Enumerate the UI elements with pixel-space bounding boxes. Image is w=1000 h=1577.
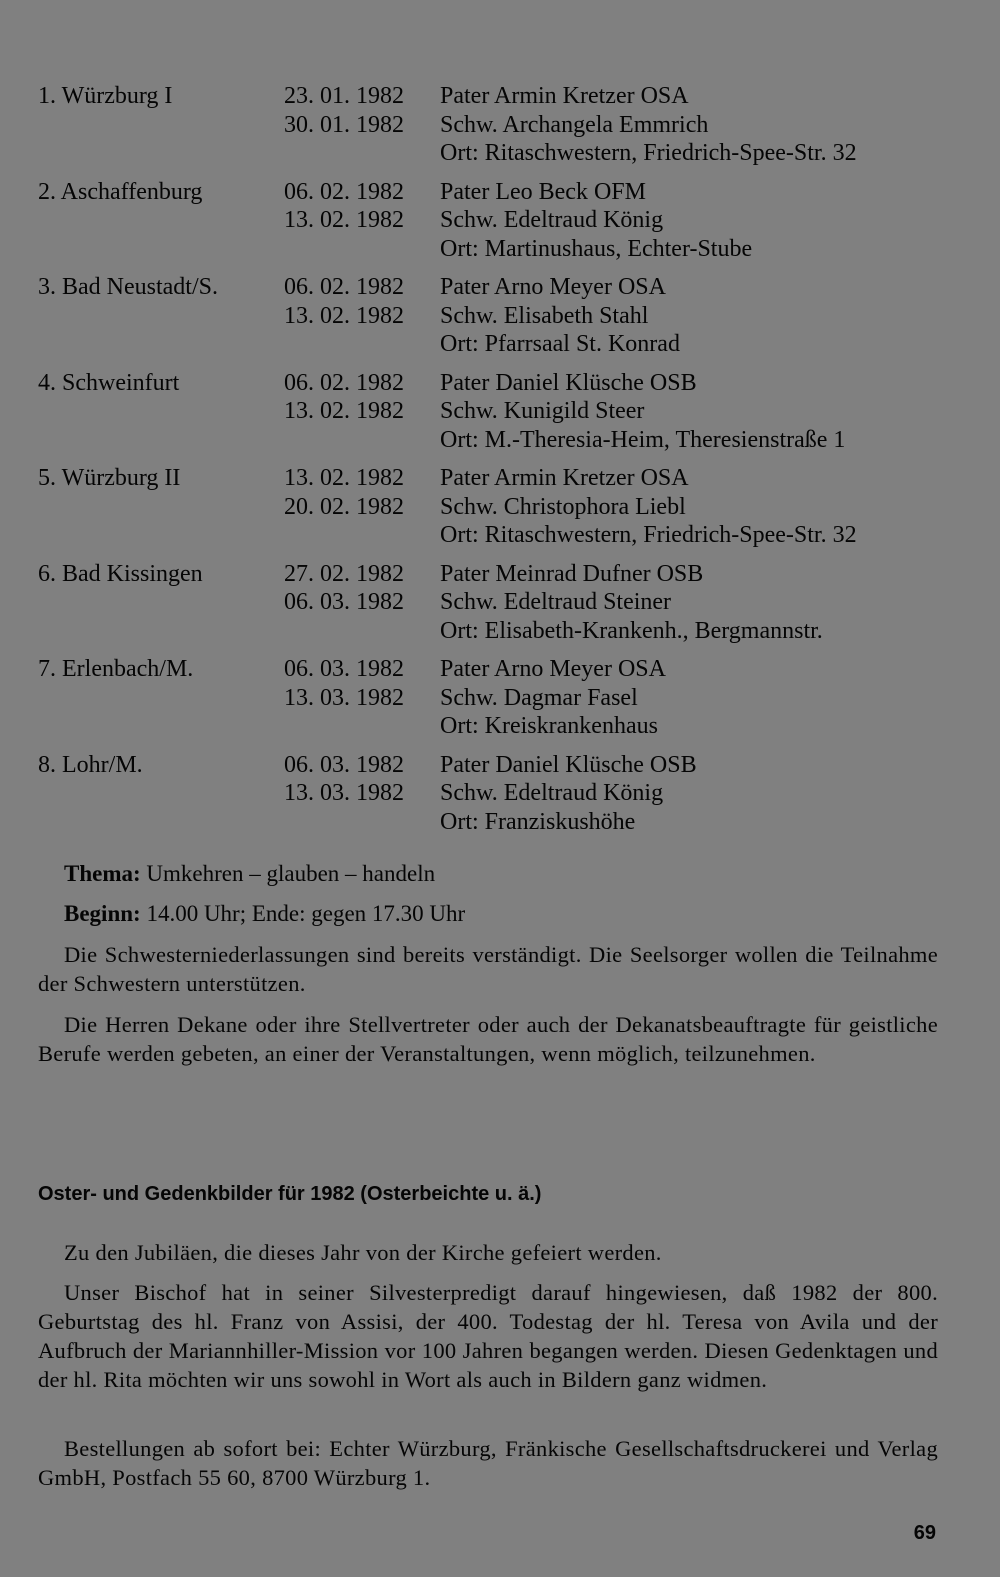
section-heading: Oster- und Gedenkbilder für 1982 (Osterbeichte u. ä.) [38,1183,542,1205]
entry-place [38,302,284,331]
schedule-line [38,111,958,140]
entry-info: Schw. Dagmar Fasel [440,684,638,711]
schedule-line [38,588,958,617]
entry-info: Pater Daniel Klüsche OSB [440,751,697,778]
entry-place [38,684,284,713]
schedule-line [38,655,958,684]
entry-place: 6. Bad Kissingen [38,560,203,587]
schedule-line [38,493,958,522]
entry-date [284,235,440,264]
entry-info: Schw. Edeltraud König [440,780,664,806]
entry-place: 5. Würzburg II [38,465,181,491]
entry-place [38,397,284,426]
entry-info: Pater Armin Kretzer OSA [440,465,689,491]
schedule-line [38,751,958,780]
time-label: Beginn: [64,901,141,926]
entry-info: Schw. Elisabeth Stahl [440,302,649,329]
entry-date: 30. 01. 1982 [284,111,404,138]
schedule-entry [38,369,958,455]
paragraph-bishop: Unser Bischof hat in seiner Silvesterpredigt darauf hingewiesen, daß 1982 der 800. Geburtstag des hl. Franz von Assisi, der 400. Todestag der hl. Teresa von Avila und der Aufbruch der Mariannhiller-Mission vor 100 Jahren begangen werden. Diesen Gedenktagen und der hl. Rita möchten wir uns sowohl in Wort als auch in Bildern ganz widmen. [38,1280,938,1392]
entry-info: Ort: Pfarrsaal St. Konrad [440,331,680,357]
entry-info: Pater Arno Meyer OSA [440,274,666,300]
entry-place: 3. Bad Neustadt/S. [38,274,218,300]
entry-place: 4. Schweinfurt [38,369,180,396]
entry-date: 23. 01. 1982 [284,83,404,109]
schedule-entry [38,655,958,741]
entry-date [284,617,440,646]
entry-place [38,617,284,646]
entry-place [38,808,284,837]
paragraph-jubilees: Zu den Jubiläen, die dieses Jahr von der Kirche gefeiert werden. [64,1240,662,1265]
entry-place [38,139,284,168]
page-number: 69 [913,1522,936,1544]
entry-date: 13. 03. 1982 [284,684,404,711]
entry-place [38,521,284,550]
entry-place [38,235,284,264]
entry-info: Pater Meinrad Dufner OSB [440,560,704,587]
schedule-line [38,330,958,359]
entry-info: Ort: Ritaschwestern, Friedrich-Spee-Str. 32 [440,140,857,166]
theme-label: Thema: [64,861,141,886]
schedule-line [38,521,958,550]
entry-date [284,426,440,455]
schedule-line [38,139,958,168]
schedule-entry [38,464,958,550]
schedule-entry [38,273,958,359]
entry-date: 13. 03. 1982 [284,780,404,806]
schedule-line [38,82,958,111]
schedule-line [38,779,958,808]
entry-date: 06. 02. 1982 [284,178,404,205]
entry-place [38,426,284,455]
schedule-line [38,808,958,837]
schedule-entry [38,178,958,264]
entry-date: 13. 02. 1982 [284,207,404,233]
schedule-entry [38,751,958,837]
entry-info: Ort: Franziskushöhe [440,808,636,835]
time-value: 14.00 Uhr; Ende: gegen 17.30 Uhr [146,901,466,926]
entry-date [284,139,440,168]
entry-info: Schw. Edeltraud Steiner [440,589,672,615]
entry-info: Pater Arno Meyer OSA [440,656,666,682]
schedule-line [38,369,958,398]
entry-info: Schw. Edeltraud König [440,207,664,233]
entry-date: 06. 03. 1982 [284,589,404,615]
entry-date: 06. 02. 1982 [284,369,404,396]
time-line [64,900,465,928]
entry-place: 8. Lohr/M. [38,751,143,778]
schedule-line [38,206,958,235]
entry-info: Ort: Elisabeth-Krankenh., Bergmannstr. [440,617,823,644]
entry-info: Schw. Archangela Emmrich [440,111,709,138]
entry-date [284,808,440,837]
schedule-line [38,178,958,207]
entry-date: 27. 02. 1982 [284,560,404,587]
entry-place: 1. Würzburg I [38,83,173,109]
entry-date: 06. 03. 1982 [284,656,404,682]
entry-date [284,330,440,359]
entry-date: 13. 02. 1982 [284,398,404,424]
schedule-line [38,560,958,589]
entry-place [38,206,284,235]
schedule-line [38,397,958,426]
entry-date: 13. 02. 1982 [284,302,404,329]
entry-place [38,111,284,140]
schedule-line [38,273,958,302]
theme-value: Umkehren – glauben – handeln [146,861,436,886]
schedule-line [38,464,958,493]
entry-info: Ort: Ritaschwestern, Friedrich-Spee-Str. 32 [440,522,857,548]
entry-info: Pater Armin Kretzer OSA [440,83,689,109]
entry-date: 06. 03. 1982 [284,751,404,778]
schedule-line [38,426,958,455]
entry-info: Schw. Christophora Liebl [440,493,686,520]
entry-place: 7. Erlenbach/M. [38,656,194,682]
schedule-entry [38,560,958,646]
entry-place [38,779,284,808]
entry-date: 06. 02. 1982 [284,274,404,300]
entry-place [38,493,284,522]
entry-date: 13. 02. 1982 [284,465,404,491]
entry-info: Pater Daniel Klüsche OSB [440,369,697,396]
schedule-entry [38,82,958,168]
entry-date [284,712,440,741]
schedule-line [38,235,958,264]
schedule-line [38,302,958,331]
paragraph-deans: Die Herren Dekane oder ihre Stellvertreter oder auch der Dekanatsbeauftragte für geistliche Berufe werden gebeten, an einer der Veranstaltungen, wenn möglich, teilzunehmen. [38,1012,938,1066]
entry-place [38,330,284,359]
theme-line [64,860,435,888]
schedule-line [38,712,958,741]
entry-info: Ort: M.-Theresia-Heim, Theresienstraße 1 [440,426,846,453]
paragraph-orders: Bestellungen ab sofort bei: Echter Würzburg, Fränkische Gesellschaftsdruckerei und Verlag GmbH, Postfach 55 60, 8700 Würzburg 1. [38,1436,938,1490]
entry-place [38,588,284,617]
entry-place [38,712,284,741]
entry-place: 2. Aschaffenburg [38,178,203,205]
entry-info: Pater Leo Beck OFM [440,178,646,205]
entry-info: Ort: Martinushaus, Echter-Stube [440,235,753,262]
paragraph-notice: Die Schwesterniederlassungen sind bereits verständigt. Die Seelsorger wollen die Teilnahme der Schwestern unterstützen. [38,942,938,996]
entry-date: 20. 02. 1982 [284,493,404,520]
entry-date [284,521,440,550]
entry-info: Ort: Kreiskrankenhaus [440,713,658,739]
entry-info: Schw. Kunigild Steer [440,398,645,424]
schedule-line [38,684,958,713]
schedule-line [38,617,958,646]
event-schedule [38,82,958,846]
